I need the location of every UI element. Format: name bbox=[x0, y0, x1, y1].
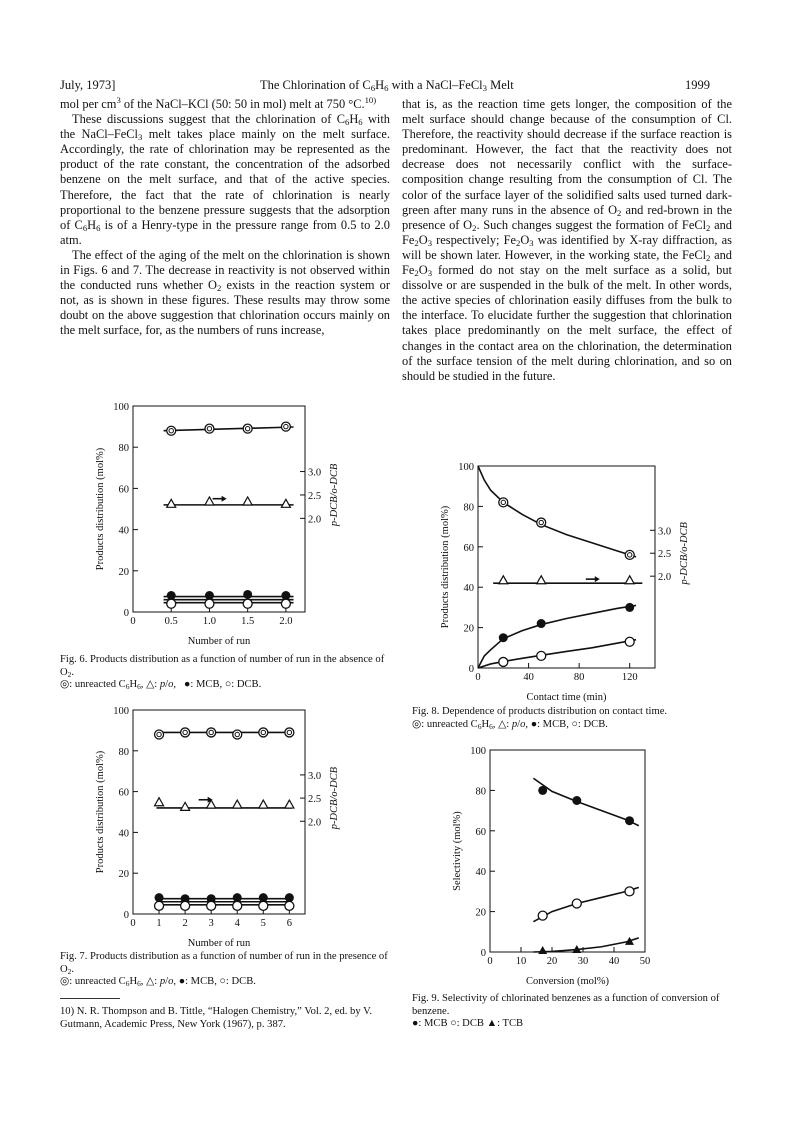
data-point-mcb bbox=[572, 796, 581, 805]
x-axis-label: Contact time (min) bbox=[526, 692, 607, 703]
y-tick-label: 40 bbox=[118, 828, 129, 840]
data-point-dcb bbox=[181, 901, 190, 910]
y-tick-label: 40 bbox=[118, 525, 129, 537]
text-column-left bbox=[60, 94, 391, 339]
data-point-p-o bbox=[181, 802, 190, 810]
y-tick-label: 0 bbox=[123, 608, 129, 619]
x-tick-label: 0 bbox=[475, 672, 481, 683]
text-column-right bbox=[402, 97, 732, 384]
data-point-tcb bbox=[538, 946, 547, 954]
y-axis-label: Products distribution (mol%) bbox=[95, 447, 106, 571]
y-tick-label: 20 bbox=[118, 566, 129, 578]
y2-axis-label: p-DCB/o-DCB bbox=[329, 766, 340, 830]
data-point-p-o bbox=[155, 798, 164, 806]
y2-tick-label: 2.5 bbox=[308, 794, 322, 806]
x-axis-label: Number of run bbox=[187, 636, 251, 647]
paragraph: that is, as the reaction time gets longer, the composition of the melt surface should change because of the consumption of Cl. Therefore, the reactivity should decrease if the surface reaction is predominant. However, the fact that the reactivity does not decrease does not necessarily conflict with the surface-composition change resulting from the consumption of Cl. The color of the surface layer of the solidified salts used turned dark-green after many runs in the absence of $O_2$ and red-brown in the presence of $O_2$. Such changes suggest the formation of FeCl$_2$ and $Fe_2O_3$ respectively; $Fe_2O_3$ was identified by X-ray diffraction, as will be shown later. However, in the working state, the FeCl$_2$ and $Fe_2O_3$ formed do not stay on the melt surface as a solid, but dissolve or are suspended in the bulk of the melt. In other words, the active species of chlorination easily diffuses from the bulk to the interface. To elucidate further the suggestion that chlorination takes place predominantly on the melt surface, the effect of changes in the contact area on the chlorination, the determination of the surface tension of the melt during chlorination, and so on should be studied in the future. bbox=[402, 97, 732, 383]
data-point-tcb bbox=[625, 937, 634, 945]
y-tick-label: 40 bbox=[463, 583, 474, 595]
data-point-dcb bbox=[233, 901, 242, 910]
data-point-p-o bbox=[167, 499, 176, 507]
data-point-dcb bbox=[625, 887, 634, 896]
data-point-mcb bbox=[625, 603, 634, 612]
y-tick-label: 20 bbox=[475, 907, 486, 919]
x-tick-label: 0 bbox=[130, 616, 136, 627]
header-date: July, 1973] bbox=[60, 78, 116, 92]
y-tick-label: 0 bbox=[480, 948, 486, 959]
x-tick-label: 0 bbox=[487, 956, 493, 967]
y-tick-label: 80 bbox=[118, 746, 129, 758]
caption-text: Fig. 9. Selectivity of chlorinated benzenes as a function of conversion of benzene. bbox=[412, 993, 720, 1017]
footnote: 10) N. R. Thompson and B. Tittle, “Halogen Chemistry,” Vol. 2, ed. by V. Gutmann, Academic Press, New York (1967), p. 387. bbox=[60, 1006, 373, 1030]
y-axis-label: Products distribution (mol%) bbox=[440, 505, 451, 629]
caption-text: Fig. 8. Dependence of products distribution on contact time. bbox=[412, 706, 668, 717]
y-tick-label: 60 bbox=[118, 787, 129, 799]
figure-7-chart bbox=[60, 702, 390, 950]
x-tick-label: 1.5 bbox=[241, 616, 255, 627]
data-point-unreacted-c6h6 bbox=[167, 426, 176, 435]
figure-9-caption bbox=[412, 993, 732, 1031]
data-point-mcb bbox=[499, 633, 508, 642]
y-tick-label: 60 bbox=[118, 484, 129, 496]
data-point-dcb bbox=[259, 901, 268, 910]
plot-frame bbox=[490, 750, 645, 952]
data-point-p-o bbox=[205, 497, 214, 505]
figure-8 bbox=[402, 458, 732, 704]
data-point-p-o bbox=[233, 800, 242, 808]
y2-tick-label: 3.0 bbox=[308, 467, 322, 479]
y2-tick-label: 2.5 bbox=[308, 490, 322, 502]
paragraph: mol per $cm^3$ of the NaCl–KCl (50: 50 in mol) melt at 750 °C.$^{10)}$ bbox=[60, 94, 377, 111]
y2-tick-label: 2.5 bbox=[658, 549, 672, 561]
y-tick-label: 20 bbox=[118, 869, 129, 881]
y-axis-label: Selectivity (mol%) bbox=[452, 811, 463, 891]
data-point-mcb bbox=[537, 619, 546, 628]
caption-legend: ◎: unreacted $C_6H_6$, △: p/o, ●: MCB, ○: DCB. bbox=[60, 679, 262, 692]
x-tick-label: 80 bbox=[573, 672, 585, 683]
data-point-dcb bbox=[625, 637, 634, 646]
x-tick-label: 1 bbox=[156, 918, 162, 929]
x-tick-label: 5 bbox=[260, 918, 266, 929]
x-tick-label: 40 bbox=[523, 672, 534, 683]
y-axis-label: Products distribution (mol%) bbox=[95, 750, 106, 874]
data-point-unreacted-c6h6 bbox=[625, 550, 634, 559]
data-point-unreacted-c6h6 bbox=[207, 728, 216, 737]
figure-6 bbox=[60, 398, 390, 648]
y2-tick-label: 3.0 bbox=[308, 770, 322, 782]
paragraph: The effect of the aging of the melt on the chlorination is shown in Figs. 6 and 7. The decrease in reactivity is not observed within the conducted runs whether $O_2$ exists in the reaction system or not, as is shown in these figures. These results may throw some doubt on the above suggestion that chlorination occurs mainly on the melt surface, for, as the numbers of runs increase, bbox=[60, 247, 391, 338]
x-tick-label: 50 bbox=[639, 956, 651, 967]
header-title: The Chlorination of $C_6H_6$ with a NaCl–FeCl$_3$ Melt bbox=[260, 78, 514, 93]
data-point-dcb bbox=[243, 599, 252, 608]
fit-curve bbox=[533, 887, 638, 921]
data-point-dcb bbox=[205, 599, 214, 608]
x-tick-label: 20 bbox=[546, 956, 558, 967]
figure-9 bbox=[402, 742, 732, 988]
x-axis-label: Conversion (mol%) bbox=[525, 976, 610, 987]
x-tick-label: 1.0 bbox=[202, 616, 217, 627]
x-tick-label: 0.5 bbox=[164, 616, 178, 627]
fit-curve bbox=[164, 427, 294, 431]
figure-6-chart bbox=[60, 398, 390, 648]
caption-text: Fig. 6. Products distribution as a function of number of run in the absence of $O_2$. bbox=[60, 654, 385, 679]
data-point-unreacted-c6h6 bbox=[285, 728, 294, 737]
x-tick-label: 6 bbox=[286, 918, 292, 929]
figure-7-caption bbox=[60, 951, 390, 989]
y-tick-label: 80 bbox=[475, 786, 486, 798]
caption-legend: ◎: unreacted $C_6H_6$, △: p/o, ●: MCB, ○: DCB. bbox=[412, 718, 608, 731]
figure-8-chart bbox=[402, 458, 732, 704]
data-point-dcb bbox=[155, 901, 164, 910]
data-point-unreacted-c6h6 bbox=[233, 730, 242, 739]
data-point-mcb bbox=[625, 816, 634, 825]
data-point-unreacted-c6h6 bbox=[205, 424, 214, 433]
figure-6-caption bbox=[60, 654, 390, 692]
arrow-head-icon bbox=[222, 496, 227, 502]
data-point-p-o bbox=[243, 497, 252, 505]
plot-frame bbox=[133, 710, 305, 914]
x-axis-label: Number of run bbox=[187, 938, 251, 949]
data-point-dcb bbox=[167, 599, 176, 608]
caption-legend: ◎: unreacted $C_6H_6$, △: p/o, ●: MCB, ○: DCB. bbox=[60, 976, 256, 989]
data-point-unreacted-c6h6 bbox=[537, 518, 546, 527]
fit-curve bbox=[478, 466, 636, 557]
x-tick-label: 0 bbox=[130, 918, 136, 929]
data-point-p-o bbox=[259, 800, 268, 808]
data-point-mcb bbox=[538, 786, 547, 795]
y-tick-label: 40 bbox=[475, 867, 486, 879]
data-point-p-o bbox=[537, 576, 546, 584]
caption-legend: ●: MCB ○: DCB ▲: TCB bbox=[412, 1018, 524, 1030]
paragraph: These discussions suggest that the chlorination of $C_6H_6$ with the NaCl–FeCl$_3$ melt takes place mainly on the melt surface. Accordingly, the rate of chlorination may be represented as the product of the rate constant, the concentration of the adsorbed benzene on the melt surface, and that of the active species. Therefore, the fact that the rate of chlorination is nearly proportional to the benzene pressure suggests that the adsorption of $C_6H_6$ is of a Henry-type in the pressure range from 0.5 to 2.0 atm. bbox=[60, 112, 391, 247]
y-tick-label: 0 bbox=[468, 664, 474, 675]
y-tick-label: 100 bbox=[470, 746, 486, 757]
data-point-p-o bbox=[499, 576, 508, 584]
data-point-unreacted-c6h6 bbox=[155, 730, 164, 739]
y-tick-label: 0 bbox=[123, 910, 129, 921]
x-tick-label: 2 bbox=[182, 918, 188, 929]
data-point-unreacted-c6h6 bbox=[259, 728, 268, 737]
data-point-dcb bbox=[285, 901, 294, 910]
data-point-p-o bbox=[625, 576, 634, 584]
y-tick-label: 100 bbox=[458, 462, 474, 473]
x-tick-label: 3 bbox=[208, 918, 214, 929]
x-tick-label: 10 bbox=[515, 956, 527, 967]
x-tick-label: 40 bbox=[608, 956, 620, 967]
data-point-dcb bbox=[281, 599, 290, 608]
data-point-unreacted-c6h6 bbox=[181, 728, 190, 737]
data-point-unreacted-c6h6 bbox=[281, 422, 290, 431]
data-point-mcb bbox=[243, 590, 252, 599]
y-tick-label: 60 bbox=[475, 826, 486, 838]
data-point-dcb bbox=[499, 657, 508, 666]
y2-tick-label: 3.0 bbox=[658, 526, 672, 538]
data-point-dcb bbox=[207, 901, 216, 910]
x-tick-label: 30 bbox=[577, 956, 589, 967]
fit-curve bbox=[533, 938, 638, 952]
y-tick-label: 100 bbox=[113, 706, 129, 717]
x-tick-label: 120 bbox=[621, 672, 638, 683]
figure-8-caption bbox=[412, 706, 732, 731]
x-tick-label: 2.0 bbox=[279, 616, 293, 627]
data-point-dcb bbox=[572, 899, 581, 908]
footnote-rule bbox=[60, 998, 120, 999]
y-tick-label: 80 bbox=[118, 443, 129, 455]
fit-curve bbox=[533, 778, 638, 825]
data-point-p-o bbox=[281, 499, 290, 507]
y2-tick-label: 2.0 bbox=[658, 572, 672, 584]
y2-axis-label: p-DCB/o-DCB bbox=[679, 522, 690, 585]
y-tick-label: 100 bbox=[113, 402, 129, 413]
y2-tick-label: 2.0 bbox=[308, 514, 322, 526]
data-point-p-o bbox=[285, 800, 294, 808]
y-tick-label: 60 bbox=[463, 542, 474, 554]
data-point-dcb bbox=[538, 911, 547, 920]
figure-7 bbox=[60, 702, 390, 950]
data-point-dcb bbox=[537, 651, 546, 660]
x-tick-label: 4 bbox=[234, 918, 240, 929]
page-number: 1999 bbox=[685, 78, 710, 92]
plot-frame bbox=[133, 406, 305, 612]
arrow-head-icon bbox=[595, 576, 600, 582]
y2-tick-label: 2.0 bbox=[308, 817, 322, 829]
data-point-unreacted-c6h6 bbox=[243, 424, 252, 433]
data-point-unreacted-c6h6 bbox=[499, 498, 508, 507]
y2-axis-label: p-DCB/o-DCB bbox=[329, 463, 340, 527]
figure-9-chart bbox=[402, 742, 732, 988]
caption-text: Fig. 7. Products distribution as a function of number of run in the presence of $O_2$. bbox=[60, 951, 388, 976]
y-tick-label: 20 bbox=[463, 623, 474, 635]
y-tick-label: 80 bbox=[463, 502, 474, 514]
